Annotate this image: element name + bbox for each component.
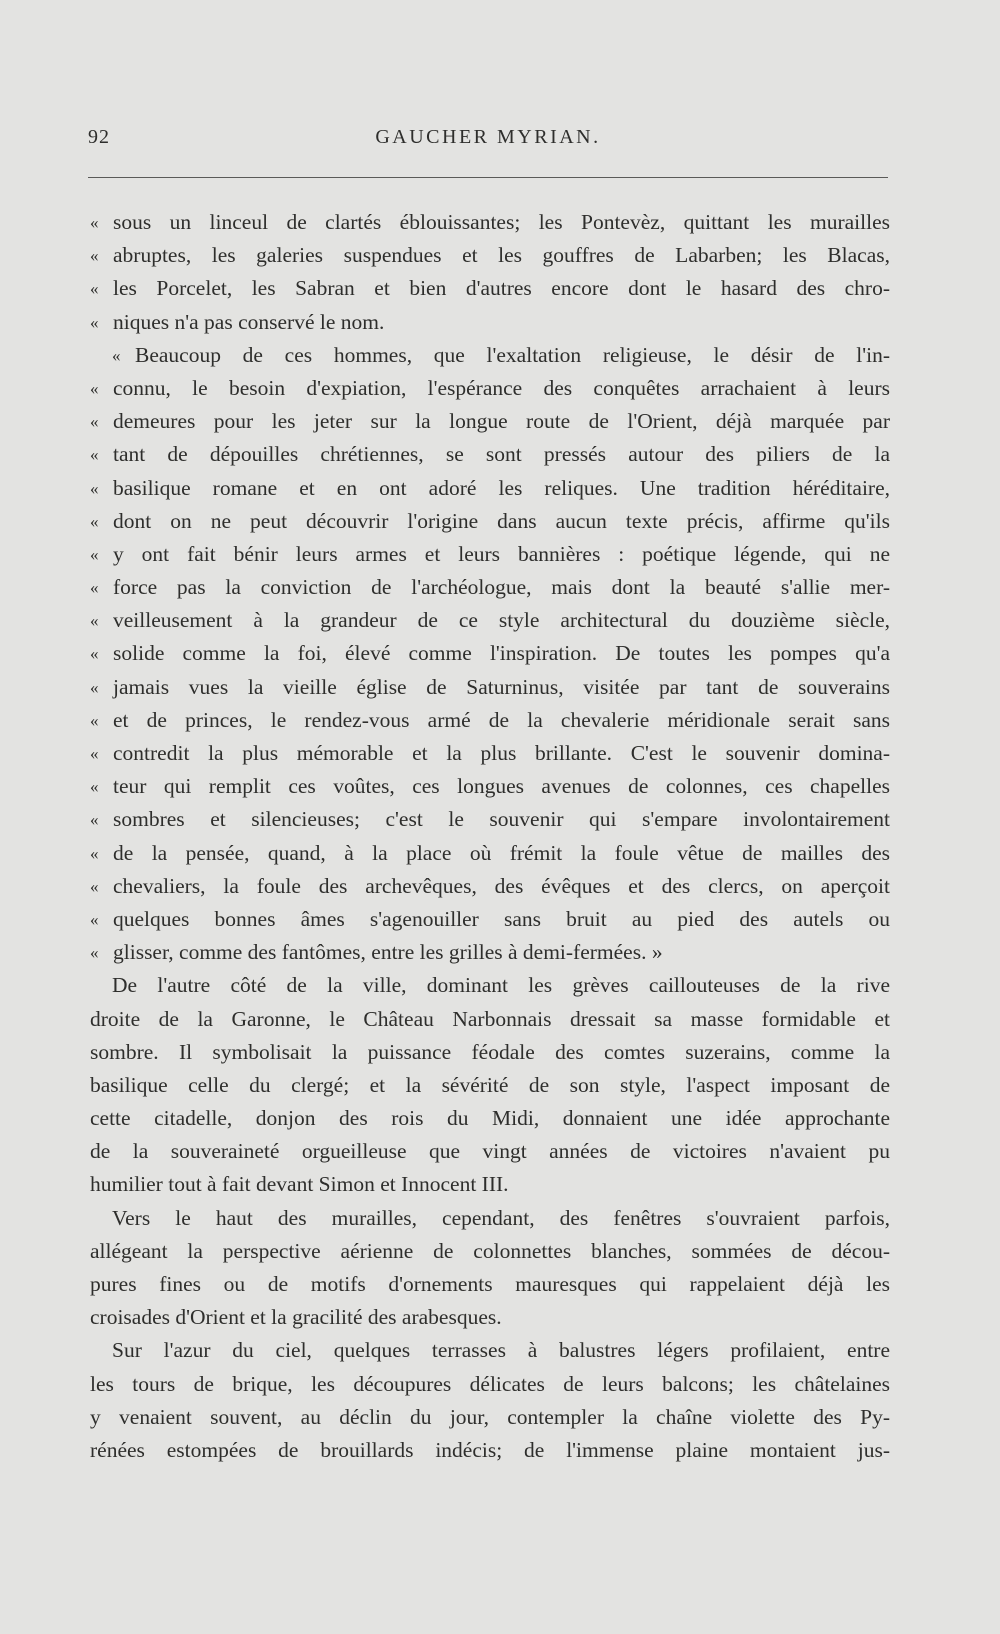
- text-line: allégeant la perspective aérienne de colonnettes blanches, sommées de décou-: [90, 1238, 890, 1263]
- text-line: les tours de brique, les découpures délicates de leurs balcons; les châtelaines: [90, 1371, 890, 1396]
- quoted-text-line: « force pas la conviction de l'archéologue, mais dont la beauté s'allie mer-: [90, 571, 890, 604]
- text-line: sombre. Il symbolisait la puissance féodale des comtes suzerains, comme la: [90, 1039, 890, 1064]
- text-line: droite de la Garonne, le Château Narbonnais dressait sa masse formidable et: [90, 1006, 890, 1031]
- quoted-text-line: « tant de dépouilles chrétiennes, se sont pressés autour des piliers de la: [90, 438, 890, 471]
- text-line: basilique celle du clergé; et la sévérité de son style, l'aspect imposant de: [90, 1072, 890, 1097]
- quoted-text-line: « y ont fait bénir leurs armes et leurs bannières : poétique légende, qui ne: [90, 538, 890, 571]
- quoted-text-line: « solide comme la foi, élevé comme l'inspiration. De toutes les pompes qu'a: [90, 637, 890, 670]
- quoted-text-line: « connu, le besoin d'expiation, l'espérance des conquêtes arrachaient à leurs: [90, 372, 890, 405]
- quoted-text-line: « sous un linceul de clartés éblouissantes; les Pontevèz, quittant les murailles: [90, 206, 890, 239]
- quoted-text-line: « demeures pour les jeter sur la longue route de l'Orient, déjà marquée par: [90, 405, 890, 438]
- text-line: croisades d'Orient et la gracilité des arabesques.: [90, 1305, 502, 1330]
- quoted-text-line: « niques n'a pas conservé le nom.: [90, 306, 890, 339]
- text-line: Vers le haut des murailles, cependant, des fenêtres s'ouvraient parfois,: [112, 1205, 890, 1230]
- quoted-text-line: « veilleusement à la grandeur de ce style architectural du douzième siècle,: [90, 604, 890, 637]
- page-number: 92: [88, 126, 110, 148]
- quoted-text-line: « sombres et silencieuses; c'est le souvenir qui s'empare involontairement: [90, 803, 890, 836]
- running-title: GAUCHER MYRIAN.: [375, 126, 601, 148]
- text-line: humilier tout à fait devant Simon et Innocent III.: [90, 1172, 509, 1197]
- quoted-text-line: « de la pensée, quand, à la place où frémit la foule vêtue de mailles des: [90, 837, 890, 870]
- quoted-text-line: « teur qui remplit ces voûtes, ces longues avenues de colonnes, ces chapelles: [90, 770, 890, 803]
- text-line: Sur l'azur du ciel, quelques terrasses à balustres légers profilaient, entre: [112, 1338, 890, 1363]
- text-line: cette citadelle, donjon des rois du Midi, donnaient une idée approchante: [90, 1106, 890, 1131]
- quoted-text-line: « quelques bonnes âmes s'agenouiller sans bruit au pied des autels ou: [90, 903, 890, 936]
- text-line: de la souveraineté orgueilleuse que vingt années de victoires n'avaient pu: [90, 1139, 890, 1164]
- body-text: [90, 206, 890, 1467]
- quoted-text-line: « Beaucoup de ces hommes, que l'exaltation religieuse, le désir de l'in-: [90, 339, 890, 372]
- quoted-text-line: « chevaliers, la foule des archevêques, des évêques et des clercs, on aperçoit: [90, 870, 890, 903]
- quoted-text-line: « basilique romane et en ont adoré les reliques. Une tradition héréditaire,: [90, 472, 890, 505]
- quoted-text-line: « dont on ne peut découvrir l'origine dans aucun texte précis, affirme qu'ils: [90, 505, 890, 538]
- header-rule: [88, 177, 888, 178]
- quoted-text-line: « les Porcelet, les Sabran et bien d'autres encore dont le hasard des chro-: [90, 272, 890, 305]
- quoted-text-line: « et de princes, le rendez-vous armé de la chevalerie méridionale serait sans: [90, 704, 890, 737]
- quoted-text-line: « abruptes, les galeries suspendues et les gouffres de Labarben; les Blacas,: [90, 239, 890, 272]
- text-line: rénées estompées de brouillards indécis; de l'immense plaine montaient jus-: [90, 1437, 890, 1462]
- text-line: pures fines ou de motifs d'ornements mauresques qui rappelaient déjà les: [90, 1272, 890, 1296]
- quoted-text-line: « jamais vues la vieille église de Saturninus, visitée par tant de souverains: [90, 671, 890, 704]
- text-line: De l'autre côté de la ville, dominant les grèves caillouteuses de la rive: [112, 973, 890, 998]
- text-line: y venaient souvent, au déclin du jour, contempler la chaîne violette des Py-: [90, 1404, 890, 1429]
- quoted-text-line: « glisser, comme des fantômes, entre les grilles à demi-fermées. »: [90, 936, 890, 969]
- quoted-text-line: « contredit la plus mémorable et la plus brillante. C'est le souvenir domina-: [90, 737, 890, 770]
- page-header: [88, 126, 888, 156]
